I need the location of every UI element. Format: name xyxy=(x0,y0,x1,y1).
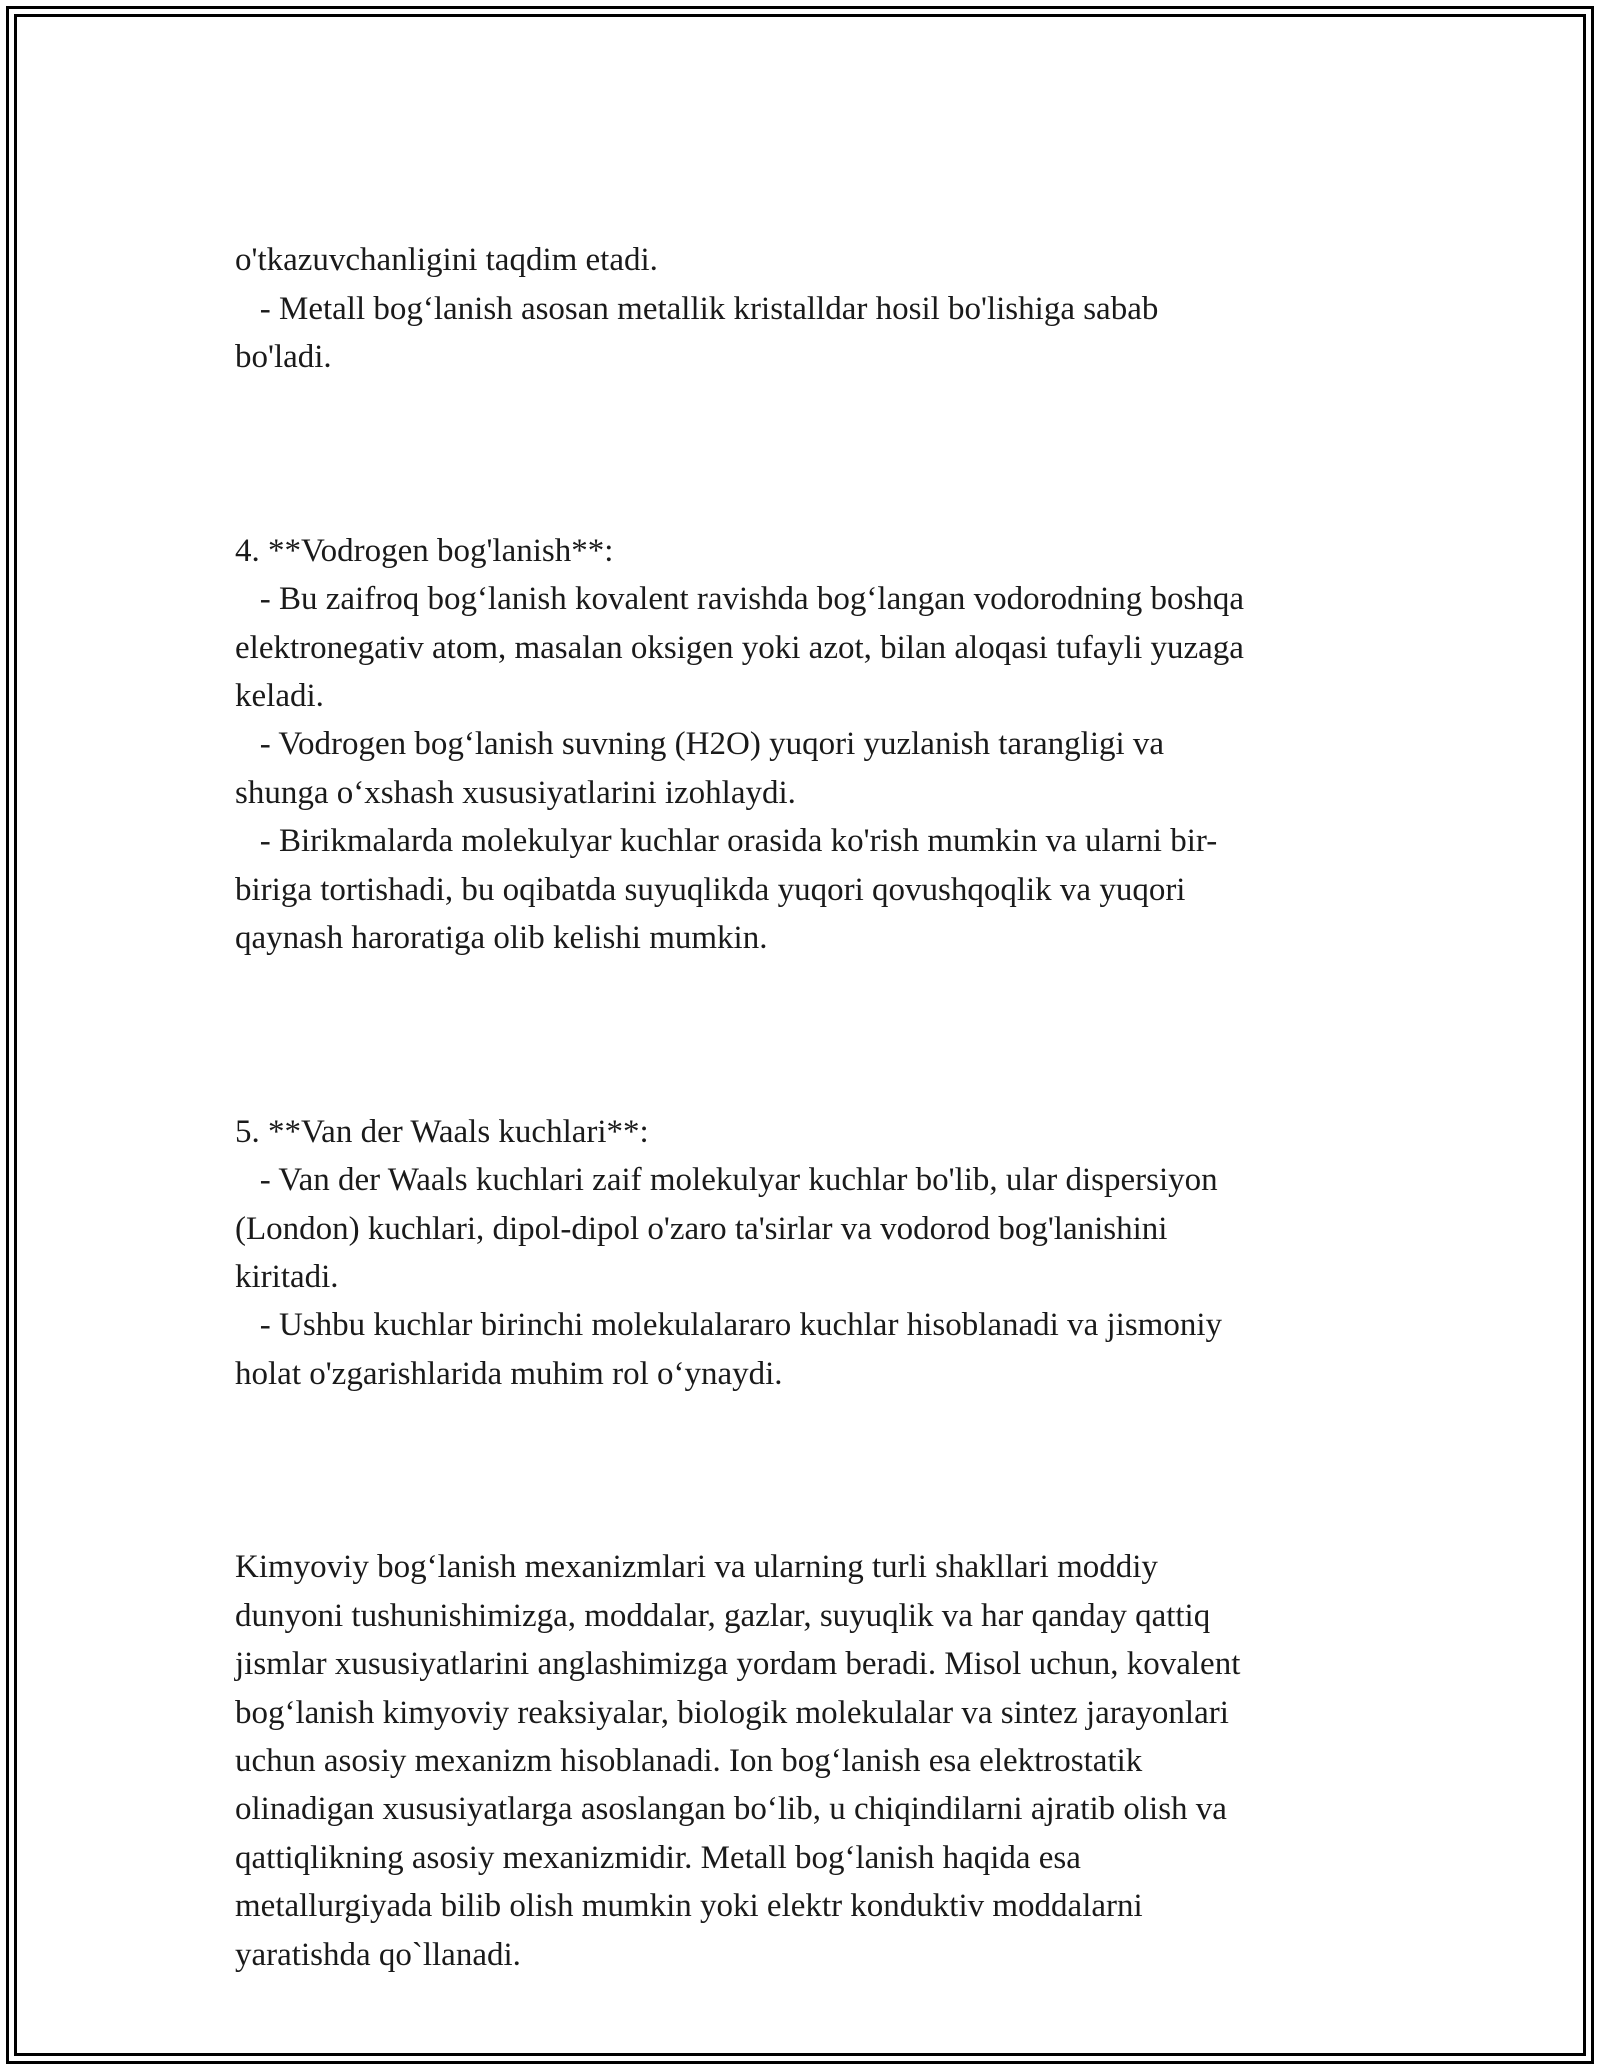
text-line: shunga o‘xshash xususiyatlarini izohlaydi. xyxy=(235,774,796,811)
text-line: bog‘lanish kimyoviy reaksiyalar, biologik molekulalar va sintez jarayonlari xyxy=(235,1694,1229,1731)
paragraph-gap xyxy=(235,1011,1365,1059)
text-line: Kimyoviy bog‘lanish mexanizmlari va ularning turli shakllari moddiy xyxy=(235,1549,1158,1586)
text-line: metallurgiyada bilib olish mumkin yoki elektr konduktiv moddalarni xyxy=(235,1888,1143,1925)
text-line: (London) kuchlari, dipol-dipol o'zaro ta'sirlar va vodorod bog'lanishini xyxy=(235,1210,1168,1247)
text-line: - Ushbu kuchlar birinchi molekulalararo kuchlar hisoblanadi va jismoniy xyxy=(235,1307,1223,1344)
text-line: olinadigan xususiyatlarga asoslangan bo‘lib, u chiqindilarni ajratib olish va xyxy=(235,1791,1227,1828)
paragraph-metall-end xyxy=(235,236,1365,381)
text-line: keladi. xyxy=(235,678,324,715)
paragraph-gap xyxy=(235,430,1365,478)
text-line: qaynash haroratiga olib kelishi mumkin. xyxy=(235,920,768,957)
text-line: qattiqlikning asosiy mexanizmidir. Metall bog‘lanish haqida esa xyxy=(235,1839,1081,1876)
text-line: 5. **Van der Waals kuchlari**: xyxy=(235,1113,649,1150)
document-body xyxy=(235,188,1365,2027)
text-line: yaratishda qo`llanadi. xyxy=(235,1936,521,1973)
text-line: o'tkazuvchanligini taqdim etadi. xyxy=(235,242,658,279)
text-line: biriga tortishadi, bu oqibatda suyuqlikda yuqori qovushqoqlik va yuqori xyxy=(235,871,1186,908)
text-line: - Vodrogen bog‘lanish suvning (H2O) yuqori yuzlanish tarangligi va xyxy=(235,726,1165,763)
text-line: 4. **Vodrogen bog'lanish**: xyxy=(235,532,614,569)
text-line: elektronegativ atom, masalan oksigen yoki azot, bilan aloqasi tufayli yuzaga xyxy=(235,629,1244,666)
text-line: holat o'zgarishlarida muhim rol o‘ynaydi. xyxy=(235,1355,783,1392)
section-van-der-waals xyxy=(235,1108,1365,1398)
text-line: - Metall bog‘lanish asosan metallik kristalldar hosil bo'lishiga sabab xyxy=(235,290,1159,327)
paragraph-conclusion xyxy=(235,1543,1365,1979)
text-line: dunyoni tushunishimizga, moddalar, gazlar, suyuqlik va har qanday qattiq xyxy=(235,1597,1211,1634)
section-vodrogen-boglanish xyxy=(235,527,1365,963)
text-line: kiritadi. xyxy=(235,1258,339,1295)
text-line: uchun asosiy mexanizm hisoblanadi. Ion bog‘lanish esa elektrostatik xyxy=(235,1742,1143,1779)
text-line: - Birikmalarda molekulyar kuchlar orasida ko'rish mumkin va ularni bir- xyxy=(235,823,1218,860)
text-line: - Bu zaifroq bog‘lanish kovalent ravishda bog‘langan vodorodning boshqa xyxy=(235,581,1245,618)
text-line: bo'ladi. xyxy=(235,339,332,376)
text-line: jismlar xususiyatlarini anglashimizga yordam beradi. Misol uchun, kovalent xyxy=(235,1646,1241,1683)
text-line: - Van der Waals kuchlari zaif molekulyar kuchlar bo'lib, ular dispersiyon xyxy=(235,1162,1218,1199)
paragraph-gap xyxy=(235,1447,1365,1495)
